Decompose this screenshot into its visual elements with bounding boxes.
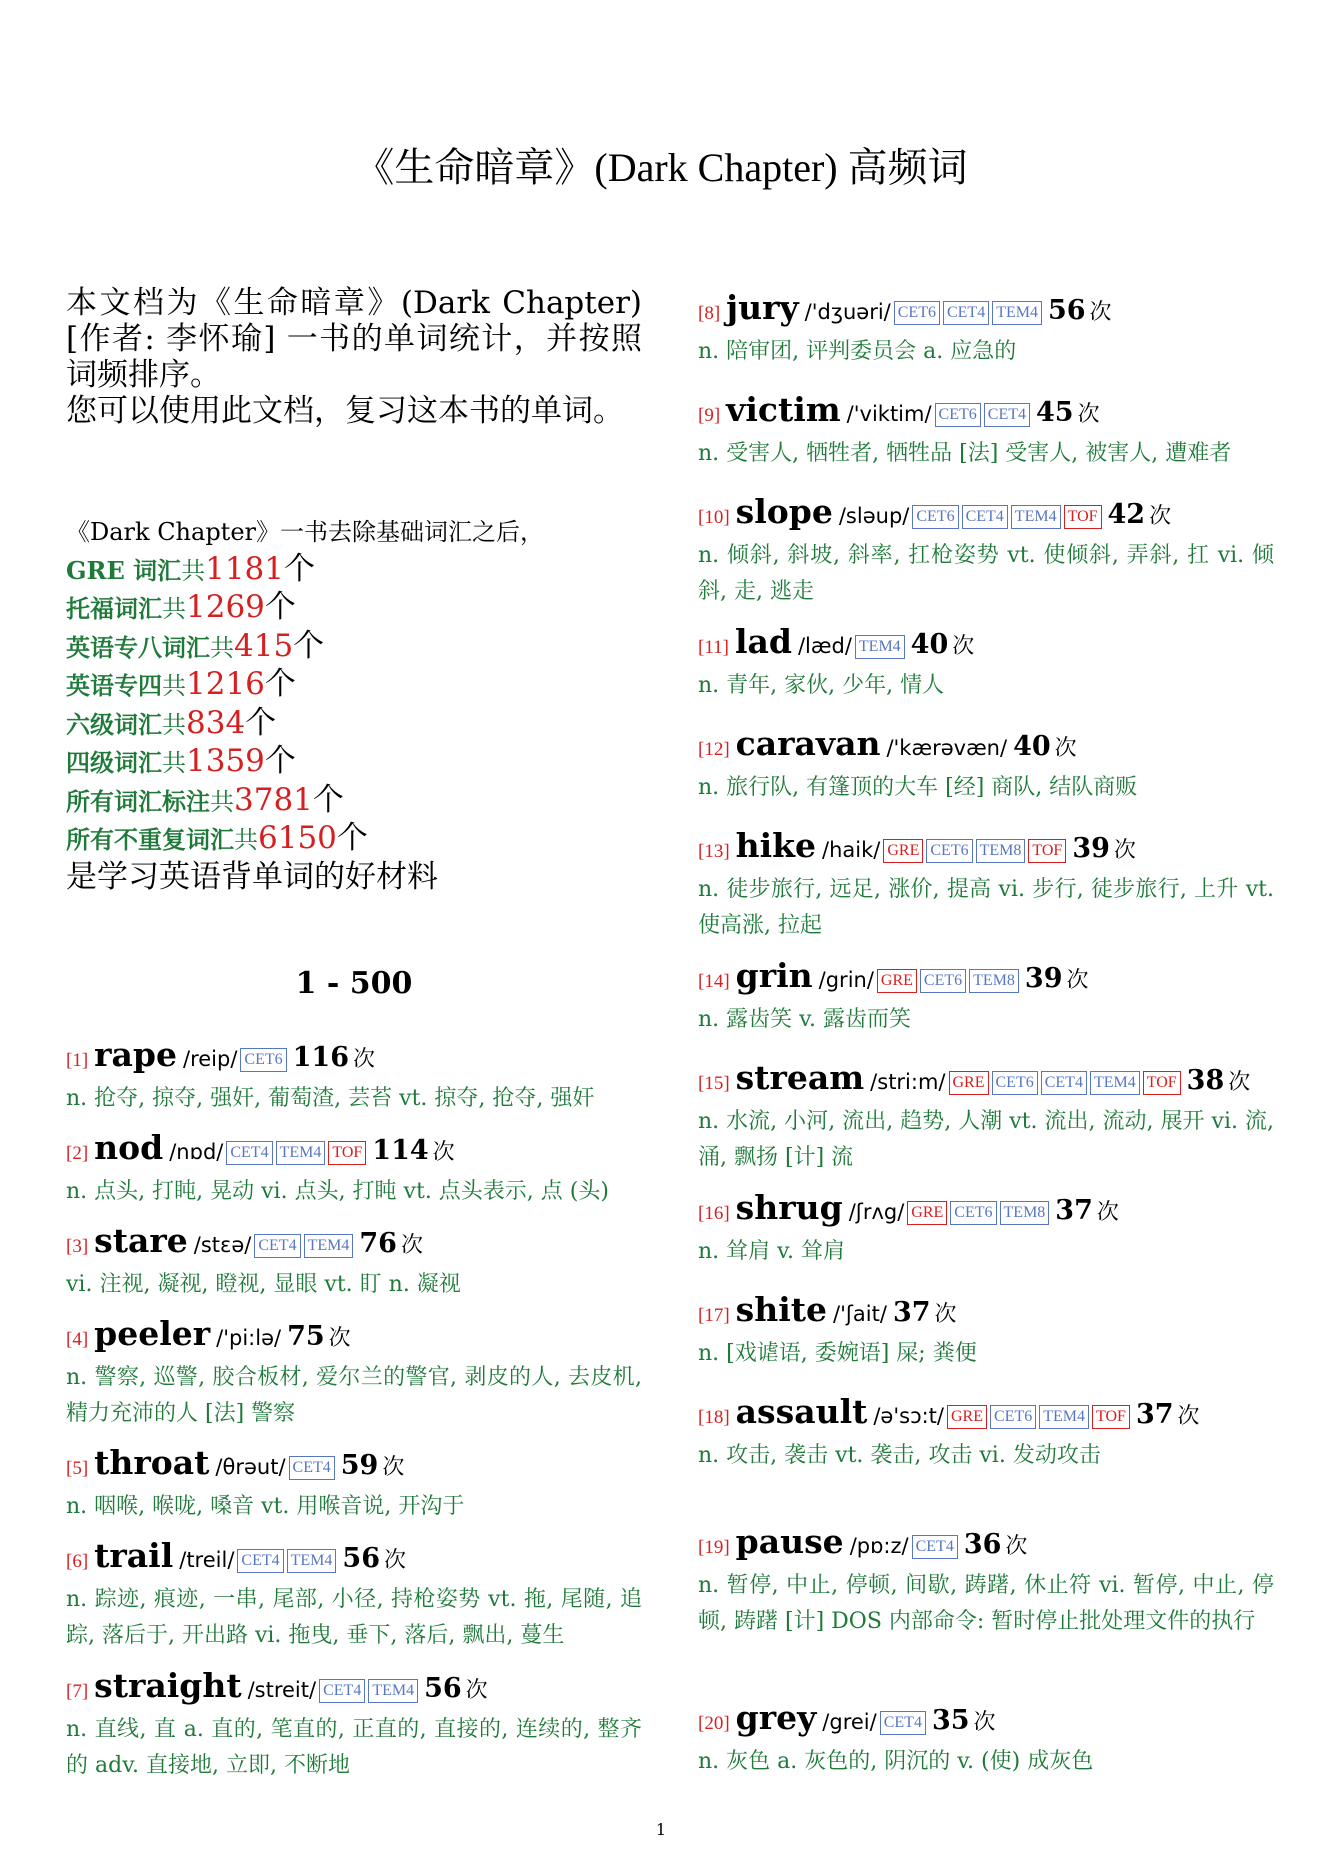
stats-label: 四级词汇 [66,748,162,777]
vocab-tag: CET6 [950,1201,996,1225]
word-entry [66,1666,642,1784]
vocab-tag: GRE [947,1405,987,1429]
entry-pronunciation: /stɛə/ [193,1233,252,1257]
entry-headline [698,1392,1274,1438]
entry-count: 39 [1072,833,1110,864]
entry-headline [66,1128,642,1174]
page-title: 《生命暗章》(Dark Chapter) 高频词 [354,145,968,190]
word-entry [66,1035,642,1117]
entry-definition: n. 警察, 巡警, 胶合板材, 爱尔兰的警官, 剥皮的人, 去皮机, 精力充沛的人 [法] 警察 [66,1365,642,1426]
entry-index: [15] [698,1073,730,1094]
entry-index: [4] [66,1329,89,1350]
word-entry [66,1314,642,1432]
stats-label: 所有不重复词汇 [66,825,234,854]
entry-word: grey [735,1698,817,1737]
vocab-tag: CET6 [240,1048,286,1072]
vocab-tag: TOF [1092,1405,1130,1429]
entry-definition: n. 咽喉, 喉咙, 嗓音 vt. 用喉音说, 开沟于 [66,1494,465,1519]
entry-definition: n. 露齿笑 v. 露齿而笑 [698,1007,911,1032]
entry-pronunciation: /læd/ [797,634,852,658]
vocab-tag: CET4 [254,1234,300,1258]
stats-label: 所有词汇标注 [66,786,210,816]
entry-count-unit: 次 [1089,300,1112,325]
entry-word: victim [726,390,841,429]
entry-pronunciation: /sləup/ [838,504,910,528]
stats-mid: 共 [162,672,186,700]
entry-headline [698,1522,1274,1568]
vocab-tag: CET4 [1041,1071,1087,1095]
entry-count: 42 [1107,499,1146,530]
entry-pronunciation: /stri:m/ [870,1070,946,1094]
intro-line-1: 本文档为《生命暗章》(Dark Chapter)[作者: 李怀瑜] 一书的单词统计，并按照词频排序。 [66,285,642,393]
entry-definition: n. 倾斜, 斜坡, 斜率, 扛枪姿势 vt. 使倾斜, 弄斜, 扛 vi. 倾斜, 走, 逃走 [698,543,1274,604]
vocab-tag: CET4 [912,1535,958,1559]
entry-word: straight [94,1666,242,1705]
stats-mid: 共 [181,556,206,585]
stats-count: 834 [186,704,246,741]
word-entry [66,1221,642,1303]
vocab-tag: CET6 [990,1405,1036,1429]
vocab-tag: TEM8 [1000,1201,1050,1225]
entry-index: [8] [698,303,721,324]
vocab-tag: TEM4 [276,1141,326,1165]
vocab-tag: TEM4 [992,301,1042,325]
entry-headline [698,390,1274,436]
entry-pronunciation: /'dʒuəri/ [804,300,891,324]
entry-definition: n. 踪迹, 痕迹, 一串, 尾部, 小径, 持枪姿势 vt. 拖, 尾随, 追踪, 落后于, 开出路 vi. 拖曳, 垂下, 落后, 飘出, 蔓生 [66,1587,642,1648]
entry-pronunciation: /haik/ [822,838,881,862]
vocab-tag: CET4 [226,1141,272,1165]
entry-index: [7] [66,1681,89,1702]
entry-definition: n. 点头, 打盹, 晃动 vi. 点头, 打盹 vt. 点头表示, 点 (头) [66,1179,609,1204]
entry-count: 56 [342,1543,380,1574]
entry-headline [66,1536,642,1582]
word-entry [698,1522,1274,1640]
entry-count: 37 [1135,1399,1174,1430]
entry-count-unit: 次 [1177,1404,1200,1429]
vocab-tag: CET6 [920,969,966,993]
word-entry [698,724,1274,806]
entry-count: 35 [931,1705,970,1736]
stats-label: 英语专八词汇 [66,632,210,662]
vocab-tag: CET6 [926,839,972,863]
entry-pronunciation: /ə'sɔ:t/ [873,1404,944,1428]
entry-definition: n. 青年, 家伙, 少年, 情人 [698,673,945,698]
vocab-tag: TEM4 [1090,1071,1140,1095]
stats-mid: 共 [162,749,186,777]
entry-count: 38 [1186,1065,1225,1096]
stats-label: GRE 词汇 [66,555,182,585]
entry-index: [20] [698,1713,730,1734]
entry-word: caravan [735,724,881,763]
entry-index: [3] [66,1236,89,1257]
entry-count-unit: 次 [1054,736,1077,761]
intro-line-2: 您可以使用此文档，复习这本书的单词。 [66,393,624,429]
entry-count: 36 [963,1529,1002,1560]
entry-headline [66,1666,642,1712]
intro-text [66,285,642,429]
entry-word: peeler [94,1314,211,1353]
entry-word: pause [735,1522,844,1561]
entry-word: stare [94,1221,188,1260]
vocab-tag: CET6 [912,505,958,529]
word-entry [698,1698,1274,1780]
page-number: 1 [655,1820,667,1839]
entry-pronunciation: /θrəut/ [215,1455,286,1479]
entry-word: jury [726,288,799,327]
entry-word: throat [94,1443,210,1482]
entry-count: 56 [1047,295,1086,326]
entry-pronunciation: /'viktim/ [846,402,932,426]
entry-count-unit: 次 [328,1326,351,1351]
stats-item [66,589,642,628]
vocab-tag: TEM8 [969,969,1019,993]
entry-pronunciation: /pɒ:z/ [849,1534,909,1558]
entry-pronunciation: /ʃrʌg/ [848,1200,905,1224]
word-entry [66,1443,642,1525]
stats-unit: 个 [264,589,296,625]
entry-pronunciation: /grei/ [822,1710,877,1734]
entry-count: 37 [1055,1195,1093,1226]
entry-headline [698,1290,1274,1336]
vocab-tag: TOF [1064,505,1102,529]
entry-count: 40 [910,629,949,660]
entry-pronunciation: /streit/ [247,1678,317,1702]
entry-index: [13] [698,841,730,862]
entry-headline [698,724,1274,770]
entry-count-unit: 次 [383,1548,406,1573]
entry-index: [14] [698,971,730,992]
entry-index: [18] [698,1407,730,1428]
stats-label: 托福词汇 [66,594,162,623]
stats-mid: 共 [162,595,186,623]
vocab-tag: CET4 [880,1711,926,1735]
stats-label: 六级词汇 [66,709,162,739]
entry-headline [66,1221,642,1267]
entry-word: lad [734,622,792,661]
entry-word: stream [735,1058,865,1097]
entry-count-unit: 次 [934,1302,957,1327]
entry-count-unit: 次 [1077,402,1100,427]
entry-index: [2] [66,1143,89,1164]
entry-definition: n. 抢夺, 掠夺, 强奸, 葡萄渣, 芸苔 vt. 掠夺, 抢夺, 强奸 [66,1086,595,1111]
entry-word: hike [735,826,817,865]
entry-word: shrug [735,1188,843,1227]
entry-headline [66,1035,642,1081]
vocab-tag: CET6 [894,301,940,325]
entry-index: [16] [698,1203,730,1224]
entry-count: 39 [1024,963,1063,994]
vocab-tag: GRE [877,969,917,993]
entry-headline [698,622,1274,668]
stats-unit: 个 [264,666,296,702]
entry-index: [6] [66,1551,89,1572]
entry-word: rape [94,1035,177,1074]
stats-unit: 个 [336,820,368,856]
entry-pronunciation: /'ʃait/ [833,1302,887,1326]
stats-mid: 共 [162,710,186,739]
stats-unit: 个 [264,743,296,779]
entry-definition: n. 徒步旅行, 远足, 涨价, 提高 vi. 步行, 徒步旅行, 上升 vt. 使高涨, 拉起 [698,877,1274,938]
entry-count: 37 [892,1297,931,1328]
word-entry [698,1392,1274,1474]
word-entry [698,956,1274,1038]
stats-item [66,666,642,705]
entry-headline [698,826,1274,872]
entry-pronunciation: /treil/ [179,1548,235,1572]
vocab-tag: CET4 [237,1549,283,1573]
entry-definition: n. 攻击, 袭击 vt. 袭击, 攻击 vi. 发动攻击 [698,1443,1101,1468]
stats-unit: 个 [312,781,344,818]
entry-count-unit: 次 [432,1140,455,1165]
entry-count-unit: 次 [1149,504,1172,529]
entry-index: [11] [698,637,729,658]
entry-word: nod [94,1128,164,1167]
entry-definition: n. 暂停, 中止, 停顿, 间歇, 踌躇, 休止符 vi. 暂停, 中止, 停顿, 踌躇 [计] DOS 内部命令: 暂时停止批处理文件的执行 [698,1573,1274,1634]
word-entry [698,1188,1274,1270]
entry-headline [698,1698,1274,1744]
entry-count-unit: 次 [952,634,975,659]
vocab-tag: CET4 [289,1456,335,1480]
vocab-tag: GRE [883,839,923,863]
entry-index: [12] [698,739,730,760]
entry-count-unit: 次 [1066,968,1089,993]
entry-headline [698,1058,1274,1104]
vocab-tag: CET4 [943,301,989,325]
entry-pronunciation: /'pi:lə/ [216,1326,282,1350]
vocab-tag: TEM4 [368,1679,418,1703]
vocab-tag: TOF [328,1141,366,1165]
entry-headline [698,956,1274,1002]
entry-definition: n. [戏谑语, 委婉语] 屎; 粪便 [698,1341,977,1366]
entry-word: shite [735,1290,828,1329]
stats-unit: 个 [245,704,277,741]
vocab-tag: TEM4 [1039,1405,1089,1429]
range-heading: 1 - 500 [295,966,413,1001]
word-entry [698,826,1274,944]
entry-count: 76 [359,1228,397,1259]
entry-count-unit: 次 [1113,838,1136,863]
stats-count: 3781 [234,781,313,818]
entry-definition: n. 受害人, 牺牲者, 牺牲品 [法] 受害人, 被害人, 遭难者 [698,441,1232,466]
stats-item [66,782,642,821]
vocab-tag: TEM4 [304,1234,354,1258]
entry-definition: n. 直线, 直 a. 直的, 笔直的, 正直的, 直接的, 连续的, 整齐的 adv. 直接地, 立即, 不断地 [66,1717,642,1778]
entry-definition: n. 旅行队, 有篷顶的大车 [经] 商队, 结队商贩 [698,775,1138,800]
entry-count-unit: 次 [382,1455,405,1480]
entry-count-unit: 次 [400,1233,423,1258]
entry-definition: n. 水流, 小河, 流出, 趋势, 人潮 vt. 流出, 流动, 展开 vi. 流, 涌, 飘扬 [计] 流 [698,1109,1274,1170]
vocab-tag: CET4 [319,1679,365,1703]
stats-count: 1269 [186,589,265,625]
entry-word: slope [735,492,833,531]
stats-count: 415 [234,627,294,664]
stats-unit: 个 [293,627,325,664]
entry-index: [17] [698,1305,730,1326]
word-entry [698,390,1274,472]
vocab-tag: CET6 [935,403,981,427]
entry-headline [66,1314,642,1360]
word-entry [66,1128,642,1210]
entry-word: assault [735,1392,868,1431]
entry-definition: n. 耸肩 v. 耸肩 [698,1239,845,1264]
entry-count-unit: 次 [1005,1534,1028,1559]
entry-count-unit: 次 [465,1678,488,1703]
entry-count: 116 [292,1042,350,1073]
stats-count: 1181 [205,550,284,587]
entry-count: 75 [287,1321,325,1352]
entry-definition: n. 陪审团, 评判委员会 a. 应急的 [698,339,1017,364]
entry-count: 114 [372,1135,429,1166]
stats-count: 6150 [258,820,337,856]
entry-index: [10] [698,507,730,528]
entry-word: grin [735,956,813,995]
stats-block [66,514,642,895]
entry-index: [1] [66,1050,89,1071]
vocab-tag: CET4 [962,505,1008,529]
entry-word: trail [94,1536,174,1575]
entry-pronunciation: /nɒd/ [169,1140,224,1164]
stats-mid: 共 [210,787,234,816]
stats-item [66,551,642,590]
word-entry [66,1536,642,1654]
entry-pronunciation: /grin/ [818,968,874,992]
word-entry [698,622,1274,704]
entry-definition: n. 灰色 a. 灰色的, 阴沉的 v. (使) 成灰色 [698,1749,1094,1774]
vocab-tag: GRE [907,1201,947,1225]
stats-closing: 是学习英语背单词的好材料 [66,858,438,895]
vocab-tag: CET6 [992,1071,1038,1095]
stats-count: 1216 [186,666,265,702]
entry-count: 40 [1013,731,1051,762]
word-entry [698,1058,1274,1176]
entry-headline [698,492,1274,538]
entry-headline [66,1443,642,1489]
entry-count: 59 [340,1450,379,1481]
vocab-tag: TEM4 [855,635,905,659]
entry-headline [698,1188,1274,1234]
entry-count: 56 [424,1673,462,1704]
word-entry [698,288,1274,370]
stats-mid: 共 [210,633,234,662]
entry-count-unit: 次 [1228,1070,1251,1095]
vocab-tag: TEM8 [976,839,1026,863]
entry-pronunciation: /reip/ [183,1047,238,1071]
entry-count-unit: 次 [353,1047,376,1072]
entry-index: [19] [698,1537,730,1558]
stats-item [66,820,642,859]
stats-label: 英语专四 [66,671,162,700]
vocab-tag: TOF [1143,1071,1181,1095]
entry-index: [5] [66,1458,89,1479]
word-entry [698,492,1274,610]
vocab-tag: TEM4 [287,1549,337,1573]
entry-count: 45 [1035,397,1074,428]
stats-count: 1359 [186,743,265,779]
stats-item [66,628,642,667]
stats-item [66,705,642,744]
entry-count-unit: 次 [973,1710,996,1735]
entry-count-unit: 次 [1096,1200,1119,1225]
vocab-tag: GRE [949,1071,989,1095]
entry-pronunciation: /'kærəvæn/ [886,736,1008,760]
word-entry [698,1290,1274,1372]
entry-index: [9] [698,405,721,426]
stats-item [66,743,642,782]
vocab-tag: CET4 [984,403,1030,427]
vocab-tag: TOF [1028,839,1066,863]
entry-definition: vi. 注视, 凝视, 瞪视, 显眼 vt. 盯 n. 凝视 [66,1272,461,1297]
stats-lead: 《Dark Chapter》一书去除基础词汇之后， [66,518,545,546]
vocab-tag: TEM4 [1011,505,1061,529]
entry-headline [698,288,1274,334]
stats-mid: 共 [234,826,258,854]
stats-unit: 个 [284,550,315,587]
